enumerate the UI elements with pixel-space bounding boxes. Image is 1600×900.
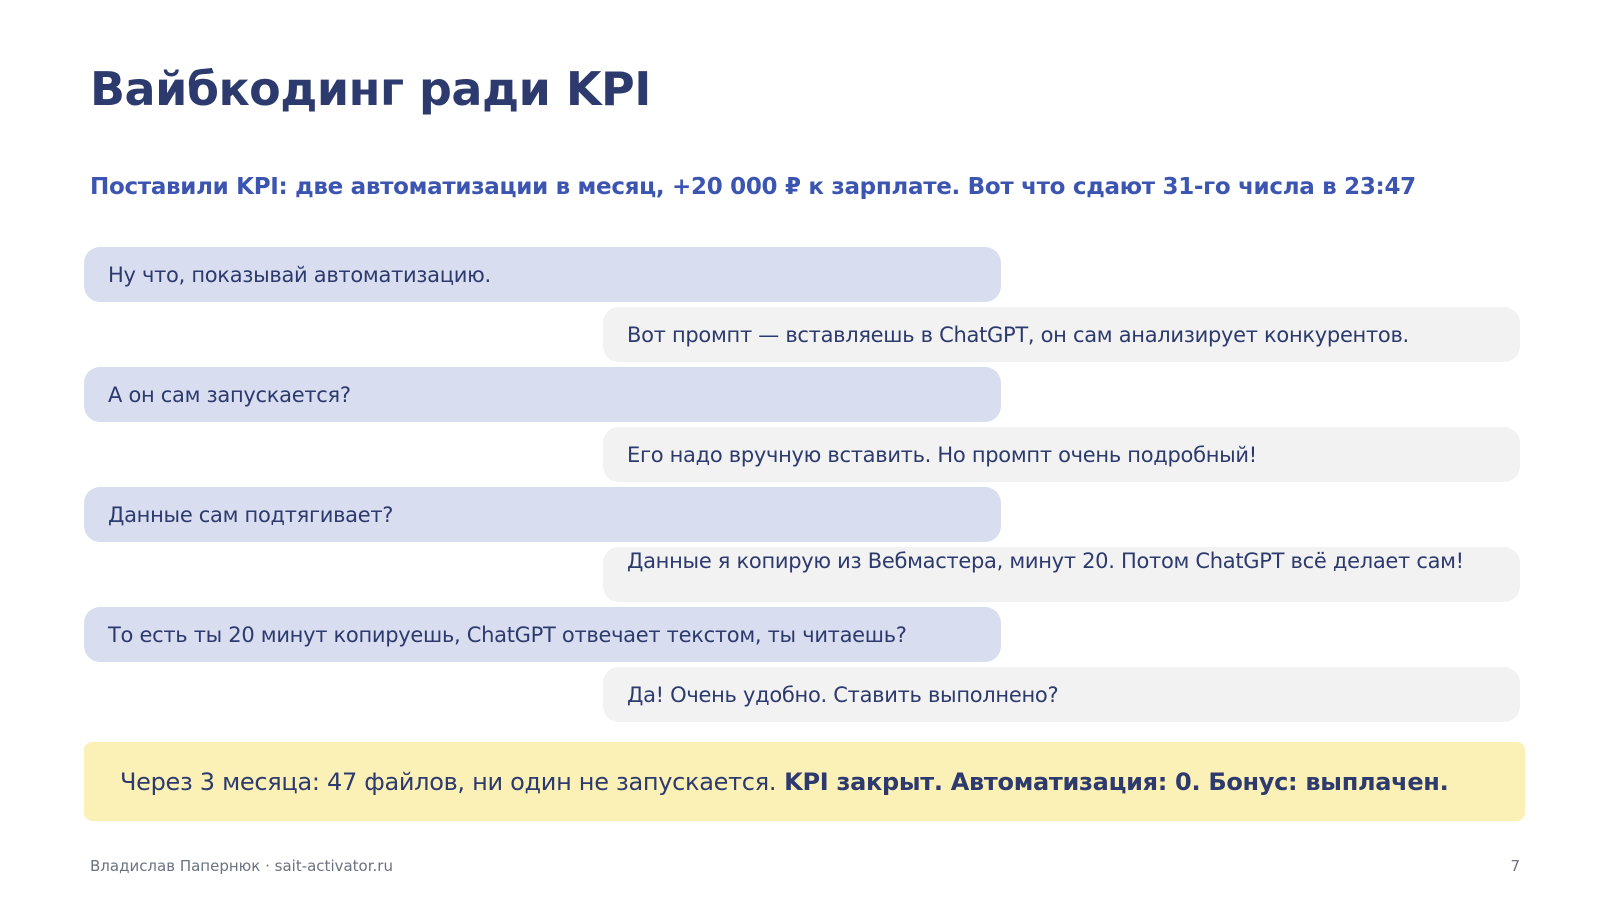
manager-message (84, 487, 1001, 542)
manager-message (84, 247, 1001, 302)
slide-subtitle: Поставили KPI: две автоматизации в месяц, +20 000 ₽ к зарплате. Вот что сдают 31-го числа в 23:47 (90, 174, 1416, 200)
page-number: 7 (1510, 857, 1520, 875)
message-text: Вот промпт — вставляешь в ChatGPT, он сам анализирует конкурентов. (627, 322, 1409, 347)
note-text: Через 3 месяца: 47 файлов, ни один не запускается. (120, 767, 777, 796)
message-text: Данные сам подтягивает? (108, 502, 394, 527)
message-text: А он сам запускается? (108, 382, 351, 407)
employee-message (603, 427, 1520, 482)
manager-message (84, 367, 1001, 422)
conclusion-note (84, 742, 1525, 821)
message-text: Да! Очень удобно. Ставить выполнено? (627, 682, 1059, 707)
footer-author: Владислав Папернюк · sait-activator.ru (90, 857, 393, 875)
message-text: Его надо вручную вставить. Но промпт очень подробный! (627, 442, 1257, 467)
message-text: То есть ты 20 минут копируешь, ChatGPT отвечает текстом, ты читаешь? (108, 622, 907, 647)
message-text: Данные я копирую из Вебмастера, минут 20. Потом ChatGPT всё делает сам! (627, 549, 1464, 573)
manager-message (84, 607, 1001, 662)
slide-title: Вайбкодинг ради KPI (90, 62, 651, 116)
employee-message (603, 667, 1520, 722)
employee-message (603, 547, 1520, 602)
employee-message (603, 307, 1520, 362)
note-bold-text: KPI закрыт. Автоматизация: 0. Бонус: выплачен. (784, 767, 1449, 796)
message-text: Ну что, показывай автоматизацию. (108, 262, 491, 287)
